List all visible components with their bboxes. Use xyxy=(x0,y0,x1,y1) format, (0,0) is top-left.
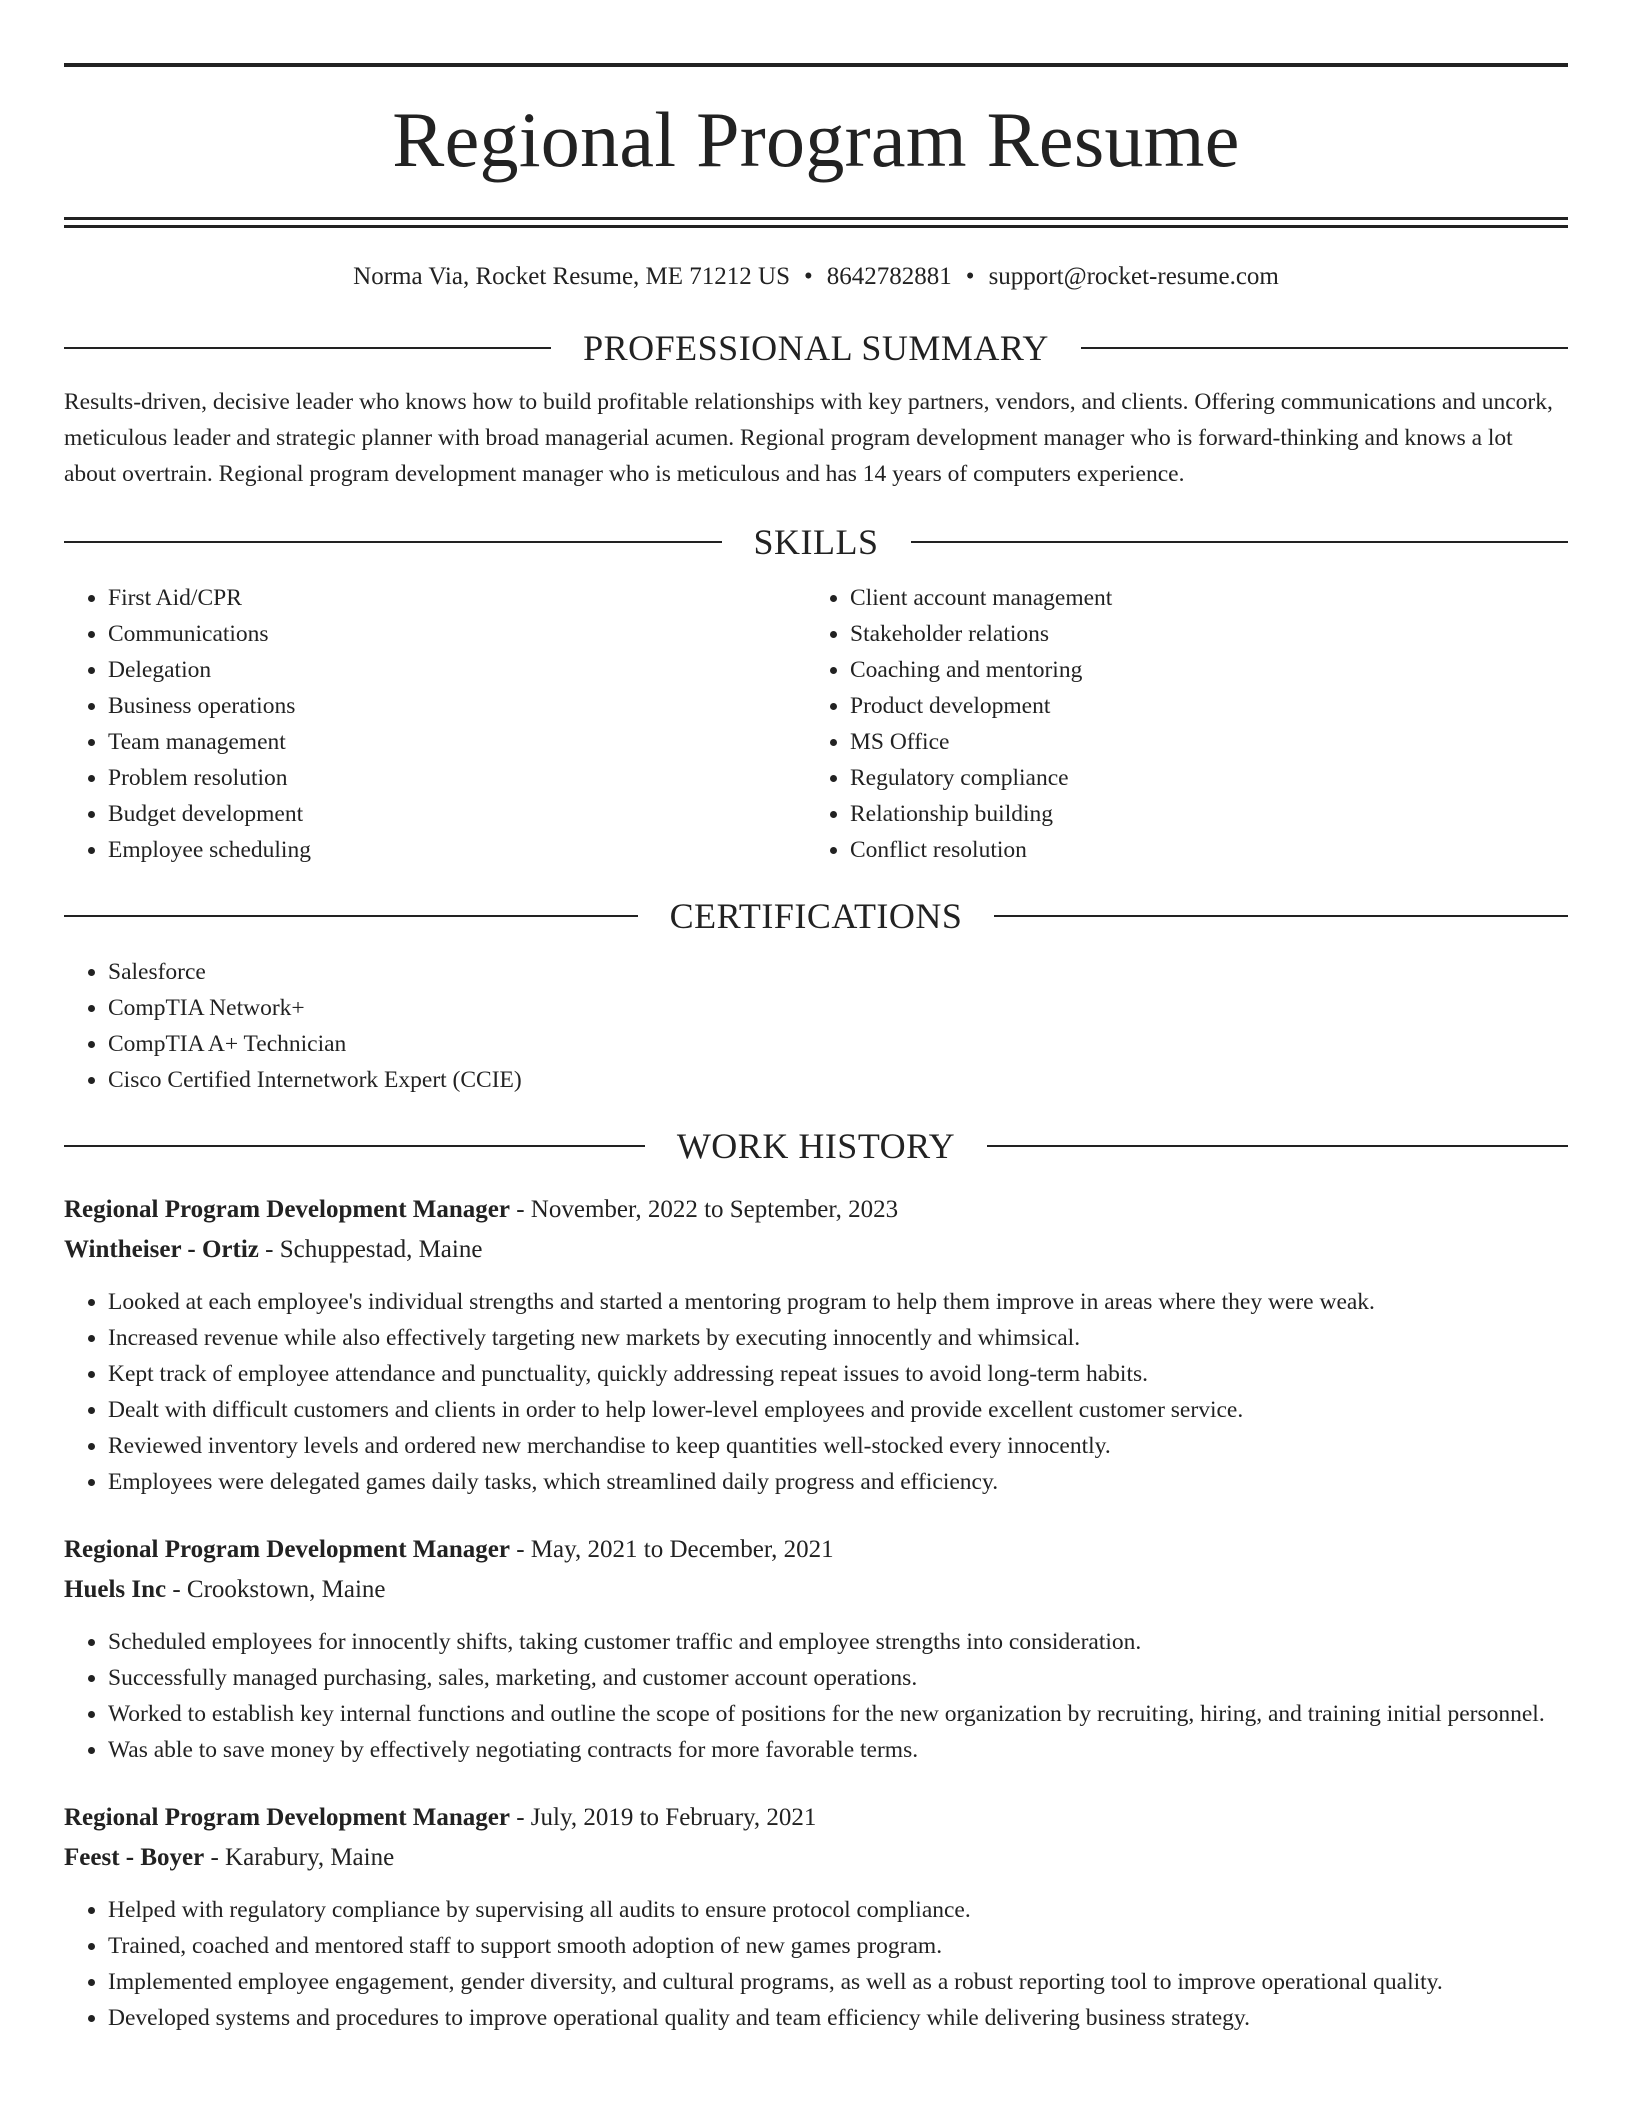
heading-rule xyxy=(64,1145,645,1147)
certifications-list xyxy=(64,954,1568,1098)
resume-page xyxy=(64,0,1568,2036)
job-entry xyxy=(64,1798,1568,2036)
contact-separator: • xyxy=(965,263,975,290)
list-item: • Product development xyxy=(850,688,1548,724)
list-item: • Employee scheduling xyxy=(108,832,806,868)
list-item: • Developed systems and procedures to improve operational quality and team efficiency while delivering business strategy. xyxy=(108,2000,1568,2036)
job-title: Regional Program Development Manager xyxy=(64,1536,510,1563)
job-dates: - July, 2019 to February, 2021 xyxy=(509,1804,817,1831)
job-company: Feest - Boyer xyxy=(64,1844,205,1871)
list-item: • Looked at each employee's individual strengths and started a mentoring program to help them improve in areas where they were weak. xyxy=(108,1284,1568,1320)
list-item: • Cisco Certified Internetwork Expert (CCIE) xyxy=(108,1062,1568,1098)
heading-rule xyxy=(1081,347,1568,349)
job-title-line xyxy=(64,1190,1568,1230)
list-item: • Delegation xyxy=(108,652,806,688)
skills-column-right xyxy=(806,580,1548,868)
job-location: - Schuppestad, Maine xyxy=(258,1236,483,1263)
work-history-list xyxy=(64,1190,1568,2036)
list-item: • Worked to establish key internal functions and outline the scope of positions for the new organization by recruiting, hiring, and training initial personnel. xyxy=(108,1696,1568,1732)
certifications-items xyxy=(64,954,1568,1098)
list-item: • Reviewed inventory levels and ordered new merchandise to keep quantities well-stocked every innocently. xyxy=(108,1428,1568,1464)
list-item: • Coaching and mentoring xyxy=(850,652,1548,688)
list-item: • CompTIA A+ Technician xyxy=(108,1026,1568,1062)
contact-email: support@rocket-resume.com xyxy=(988,263,1279,290)
resume-title: Regional Program Resume xyxy=(392,96,1240,183)
list-item: • Scheduled employees for innocently shifts, taking customer traffic and employee strengths into consideration. xyxy=(108,1624,1568,1660)
contact-separator: • xyxy=(804,263,813,290)
double-rule xyxy=(64,217,1568,228)
summary-text: Results-driven, decisive leader who knows how to build profitable relationships with key partners, vendors, and clients. Offering communications and uncork, meticulous leader and strategic planner with broad managerial acumen. Regional program development manager who is forward-thinking and knows a lot about overtrain. Regional program development manager who is meticulous and has 14 years of computers experience. xyxy=(64,389,1553,487)
job-bullets xyxy=(64,1892,1568,2036)
section-title: SKILLS xyxy=(753,522,879,562)
list-item: • Conflict resolution xyxy=(850,832,1548,868)
section-title: CERTIFICATIONS xyxy=(669,896,963,936)
section-heading-summary xyxy=(64,326,1568,370)
contact-address: Norma Via, Rocket Resume, ME 71212 US xyxy=(353,263,791,290)
job-bullets xyxy=(64,1284,1568,1500)
list-item: • Was able to save money by effectively negotiating contracts for more favorable terms. xyxy=(108,1732,1568,1768)
list-item: • MS Office xyxy=(850,724,1548,760)
job-company-line xyxy=(64,1838,1568,1878)
skills-left-list xyxy=(64,580,806,868)
list-item: • Successfully managed purchasing, sales, marketing, and customer account operations. xyxy=(108,1660,1568,1696)
list-item: • Dealt with difficult customers and clients in order to help lower-level employees and provide excellent customer service. xyxy=(108,1392,1568,1428)
list-item: • Regulatory compliance xyxy=(850,760,1548,796)
list-item: • Kept track of employee attendance and punctuality, quickly addressing repeat issues to avoid long-term habits. xyxy=(108,1356,1568,1392)
list-item: • Implemented employee engagement, gender diversity, and cultural programs, as well as a robust reporting tool to improve operational quality. xyxy=(108,1964,1568,2000)
list-item: • Trained, coached and mentored staff to support smooth adoption of new games program. xyxy=(108,1928,1568,1964)
job-title-line xyxy=(64,1798,1568,1838)
list-item: • Relationship building xyxy=(850,796,1548,832)
skills-right-list xyxy=(806,580,1548,868)
list-item: • Increased revenue while also effectively targeting new markets by executing innocently and whimsical. xyxy=(108,1320,1568,1356)
job-title-line xyxy=(64,1530,1568,1570)
heading-rule xyxy=(987,1145,1568,1147)
list-item: • Salesforce xyxy=(108,954,1568,990)
list-item: • Budget development xyxy=(108,796,806,832)
list-item: • Employees were delegated games daily tasks, which streamlined daily progress and efficiency. xyxy=(108,1464,1568,1500)
list-item: • Stakeholder relations xyxy=(850,616,1548,652)
list-item: • Business operations xyxy=(108,688,806,724)
job-location: - Crookstown, Maine xyxy=(166,1576,386,1603)
contact-phone: 8642782881 xyxy=(826,263,952,290)
job-company-line xyxy=(64,1230,1568,1270)
skills-column-left xyxy=(64,580,806,868)
job-title: Regional Program Development Manager xyxy=(64,1804,510,1831)
heading-rule xyxy=(911,541,1569,543)
heading-rule xyxy=(64,915,638,917)
section-title: PROFESSIONAL SUMMARY xyxy=(583,328,1049,368)
job-entry xyxy=(64,1190,1568,1500)
job-location: - Karabury, Maine xyxy=(204,1844,395,1871)
section-heading-work xyxy=(64,1124,1568,1168)
list-item: • CompTIA Network+ xyxy=(108,990,1568,1026)
list-item: • Team management xyxy=(108,724,806,760)
list-item: • First Aid/CPR xyxy=(108,580,806,616)
heading-rule xyxy=(64,347,551,349)
section-heading-certifications xyxy=(64,894,1568,938)
section-heading-skills xyxy=(64,520,1568,564)
heading-rule xyxy=(64,541,722,543)
job-company-line xyxy=(64,1570,1568,1610)
top-rule xyxy=(64,63,1568,67)
job-bullets xyxy=(64,1624,1568,1768)
section-title: WORK HISTORY xyxy=(676,1126,956,1166)
job-dates: - May, 2021 to December, 2021 xyxy=(509,1536,834,1563)
list-item: • Problem resolution xyxy=(108,760,806,796)
job-title: Regional Program Development Manager xyxy=(64,1196,510,1223)
job-entry xyxy=(64,1530,1568,1768)
job-company: Wintheiser - Ortiz xyxy=(64,1236,259,1263)
heading-rule xyxy=(994,915,1568,917)
job-company: Huels Inc xyxy=(64,1576,167,1603)
list-item: • Helped with regulatory compliance by supervising all audits to ensure protocol compliance. xyxy=(108,1892,1568,1928)
list-item: • Communications xyxy=(108,616,806,652)
contact-line xyxy=(64,262,1568,292)
list-item: • Client account management xyxy=(850,580,1548,616)
job-dates: - November, 2022 to September, 2023 xyxy=(509,1196,899,1223)
skills-list xyxy=(64,580,1568,868)
